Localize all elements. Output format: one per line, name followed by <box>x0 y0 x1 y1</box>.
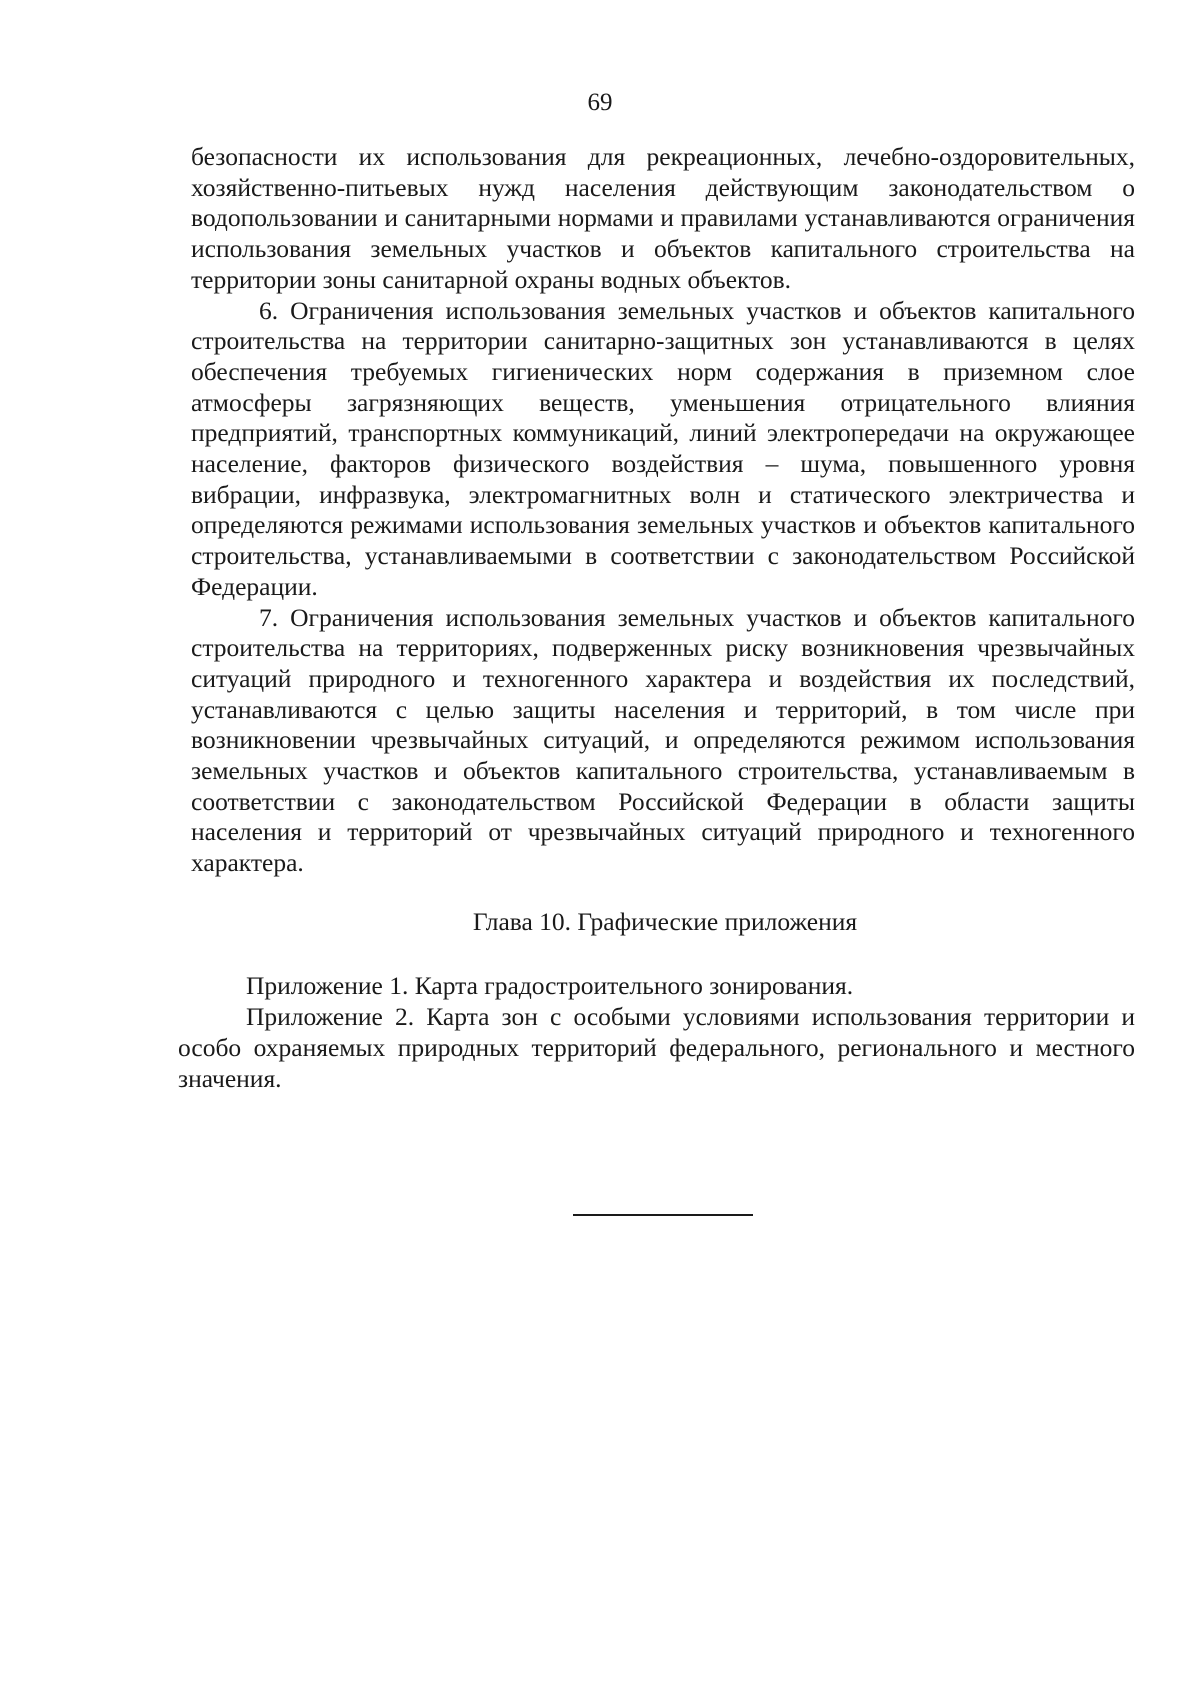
chapter-title: Глава 10. Графические приложения <box>472 907 858 936</box>
body-text <box>191 142 1135 879</box>
paragraph-continuation: безопасности их использования для рекреационных, лечебно-оздоровительных, хозяйственно-питьевых нужд населения действующим законодательством о водопользовании и санитарными нормами и правилами устанавливаются ограничения использования земельных участков и объектов капитального строительства на территории зоны санитарной охраны водных объектов. <box>191 142 1135 294</box>
appendix-item-1: Приложение 1. Карта градостроительного зонирования. <box>246 971 854 1000</box>
end-divider <box>573 1214 753 1216</box>
appendix-list <box>178 970 1135 1094</box>
paragraph-item-6: 6. Ограничения использования земельных участков и объектов капитального строительства на территории санитарно-защитных зон устанавливаются в целях обеспечения требуемых гигиенических норм содержания в приземном слое атмосферы загрязняющих веществ, уменьшения отрицательного влияния предприятий, транспортных коммуникаций, линий электропередачи на окружающее население, факторов физического воздействия – шума, повышенного уровня вибрации, инфразвука, электромагнитных волн и статического электричества и определяются режимами использования земельных участков и объектов капитального строительства, устанавливаемыми в соответствии с законодательством Российской Федерации. <box>191 295 1135 601</box>
paragraph-item-7: 7. Ограничения использования земельных участков и объектов капитального строительства на территориях, подверженных риску возникновения чрезвычайных ситуаций природного и техногенного характера и воздействия их последствий, устанавливаются с целью защиты населения и территорий, в том числе при возникновении чрезвычайных ситуаций, и определяются режимом использования земельных участков и объектов капитального строительства, устанавливаемым в соответствии с законодательством Российской Федерации в области защиты населения и территорий от чрезвычайных ситуаций природного и техногенного характера. <box>191 602 1135 878</box>
page-number: 69 <box>587 89 613 116</box>
appendix-item-2: Приложение 2. Карта зон с особыми условиями использования территории и особо охраняемых природных территорий федерального, регионального и местного значения. <box>178 1002 1135 1093</box>
